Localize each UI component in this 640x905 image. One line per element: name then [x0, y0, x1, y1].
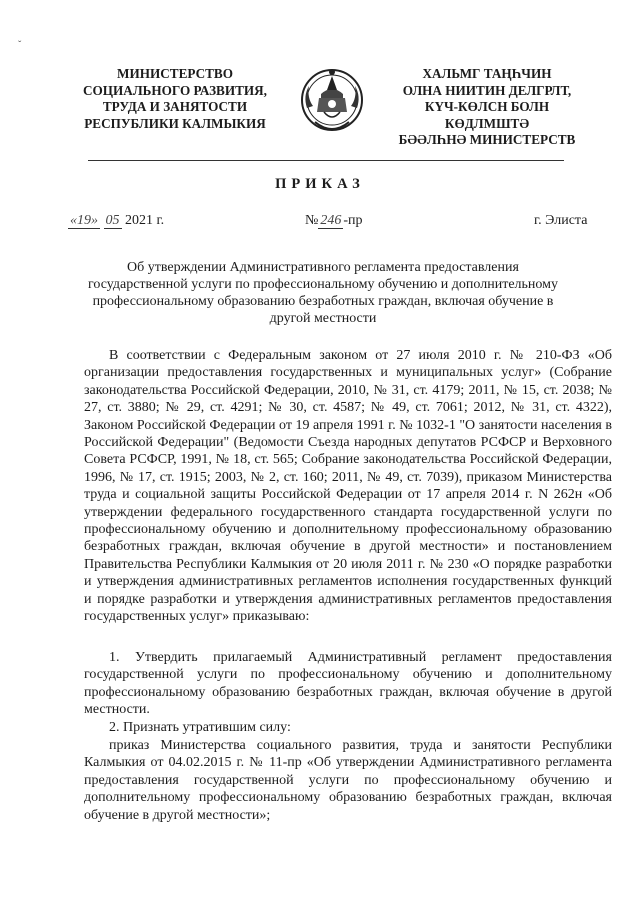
ministry-kal-line-3: КҮЧ-КӨЛСН БОЛН — [424, 99, 550, 114]
order-item-1: 1. Утвердить прилагаемый Административный регламент предоставления государственной услуги по профессиональному обучению и дополнительному профессиональному образованию безработных граждан, включая обучение в другой местности. — [84, 650, 612, 718]
date-year: 2021 г. — [125, 213, 165, 228]
number-suffix: -пр — [343, 213, 363, 228]
preamble-paragraph: В соответствии с Федеральным законом от 27 июля 2010 г. № 210-ФЗ «Об организации предоставления государственных и муниципальных услуг» (Собрание законодательства Российской Федерации, 2010, № 31, ст. 4179; 2011, № 15, ст. 2038; № 27, ст. 3880; № 29, ст. 4291; № 30, ст. 4587; № 49, ст. 7061; 2012, № 31, ст. 4322), Законом Российской Федерации от 19 апреля 1991 г. № 1032-1 "О занятости населения в Российской Федерации" (Ведомости Съезда народных депутатов РСФСР и Верховного Совета РСФСР, 1991, № 18, ст. 565; Собрание законодательства Российской Федерации, 1996, № 17, ст. 1915; 2003, № 2, ст. 160; 2011, № 49, ст. 7039), приказом Министерства труда и социальной защиты Российской Федерации от 17 апреля 2014 г. N 262н «Об утверждении федерального государственного стандарта государственной услуги по профессиональному обучению и дополнительному профессиональному образованию безработных граждан, включая обучение в другой местности» и постановлением Правительства Республики Калмыкия от 20 июля 2011 г. № 230 «О порядке разработки и утверждения административных регламентов исполнения государственных функций и порядке разработки и утверждения административных регламентов предоставления государственных услуг» приказываю: — [84, 348, 612, 625]
date-day: «19» — [70, 213, 98, 228]
city: г. Элиста — [534, 213, 588, 228]
emblem-icon — [297, 56, 367, 140]
date-month: 05 — [105, 213, 120, 228]
ministry-kal-line-5: БӘӘЛҺНӘ МИНИСТЕРСТВ — [398, 132, 576, 147]
header-divider — [88, 160, 564, 161]
ministry-name-russian — [70, 66, 280, 132]
repealed-order: приказ Министерства социального развития, труда и занятости Республики Калмыкия от 04.02.2015 г. № 11-пр «Об утверждении Административного регламента предоставления государственной услуги по профессиональному обучению и дополнительному профессиональному образованию безработных граждан, включая обучение в другой местности»; — [84, 738, 612, 823]
ministry-kal-line-4: КӨДЛМШТӘ — [444, 115, 530, 131]
order-date — [68, 213, 164, 229]
ministry-name-kalmyk — [372, 66, 602, 149]
corner-mark: ˇ — [18, 40, 22, 51]
ministry-ru-line-2: СОЦИАЛЬНОГО РАЗВИТИЯ, — [83, 82, 267, 98]
number-prefix: № — [305, 213, 319, 228]
ministry-ru-line-1: МИНИСТЕРСТВО — [117, 66, 233, 81]
document-title: ПРИКАЗ — [275, 176, 365, 192]
order-item-2: 2. Признать утратившим силу: — [109, 720, 291, 735]
ministry-kal-line-2: ОЛНА НИИТИН ДЕЛГРЛТ, — [402, 82, 572, 98]
ministry-ru-line-3: ТРУДА И ЗАНЯТОСТИ — [102, 99, 248, 114]
number-value: 246 — [320, 213, 342, 228]
order-subject: Об утверждении Административного регламента предоставления государственной услуги по профессиональному обучению и дополнительному профессиональному образованию безработных граждан, включая обучение в другой местности — [87, 260, 558, 326]
ministry-kal-line-1: ХАЛЬМГ ТАҢҺЧИН — [422, 66, 552, 81]
order-number — [305, 213, 363, 229]
ministry-ru-line-4: РЕСПУБЛИКИ КАЛМЫКИЯ — [84, 115, 266, 131]
